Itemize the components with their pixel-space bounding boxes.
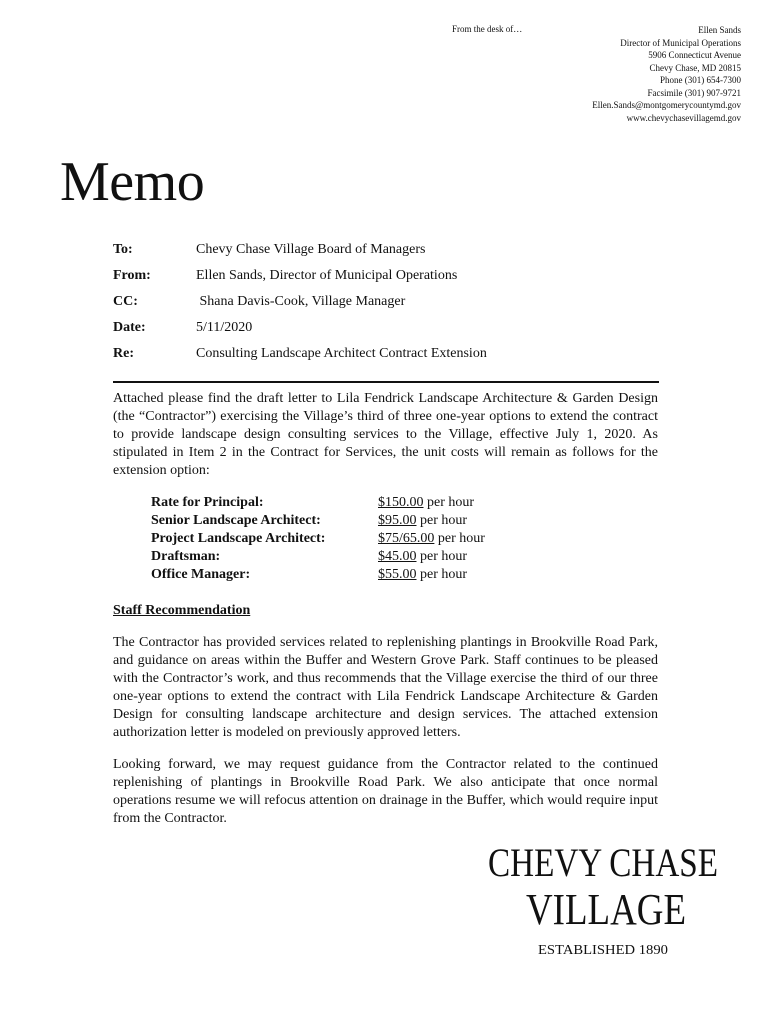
chevy-chase-village-logo <box>484 824 724 964</box>
sender-title: Director of Municipal Operations <box>620 37 741 48</box>
cc-row <box>113 292 673 318</box>
rate-amount: $45.00 <box>378 549 417 564</box>
to-label: To: <box>113 242 133 257</box>
from-value: Ellen Sands, Director of Municipal Operations <box>196 268 458 283</box>
looking-forward-paragraph: Looking forward, we may request guidance from the Contractor related to the continued replenishing of plantings in Brookville Road Park. We also anticipate that once normal operations resume we will refocus attention on drainage in the Buffer, which would require input from the Contractor. <box>113 757 658 826</box>
cc-value: Shana Davis-Cook, Village Manager <box>196 294 406 309</box>
sender-email: Ellen.Sands@montgomerycountymd.gov <box>592 100 741 110</box>
re-value: Consulting Landscape Architect Contract Extension <box>196 346 487 361</box>
date-row <box>113 318 673 344</box>
re-row <box>113 344 673 370</box>
header-divider <box>113 381 659 383</box>
rate-role: Senior Landscape Architect: <box>151 513 321 528</box>
to-value: Chevy Chase Village Board of Managers <box>196 242 426 257</box>
rate-row <box>151 566 571 584</box>
rate-role: Draftsman: <box>151 549 221 564</box>
to-row <box>113 240 673 266</box>
recommendation-paragraph: The Contractor has provided services related to replenishing plantings in Brookville Road Park, and guidance on areas within the Buffer and Western Grove Park. Staff continues to be pleased with the Contractor’s work, and thus recommends that the Village exercise the third of our three one-year options to extend the contract with Lila Fendrick Landscape Architecture & Garden Design for consulting landscape architecture and design services. The attached extension authorization letter is modeled on previously approved letters. <box>113 635 658 740</box>
rate-amount: $95.00 <box>378 513 417 528</box>
from-row <box>113 266 673 292</box>
sender-street: 5906 Connecticut Avenue <box>648 50 741 60</box>
from-label: From: <box>113 268 151 283</box>
rate-amount: $150.00 <box>378 495 424 510</box>
memo-header-fields <box>113 240 673 370</box>
rate-unit: per hour <box>434 531 485 546</box>
intro-paragraph: Attached please find the draft letter to Lila Fendrick Landscape Architecture & Garden Design (the “Contractor”) exercising the Village’s third of three one-year options to extend the contract to provide landscape design consulting services to the Village, effective July 1, 2020. As stipulated in Item 2 in the Contract for Services, the unit costs will remain as follows for the extension option: <box>113 391 658 478</box>
rate-amount: $75/65.00 <box>378 531 435 546</box>
date-label: Date: <box>113 320 146 335</box>
sender-phone: Phone (301) 654-7300 <box>660 75 741 85</box>
rate-role: Office Manager: <box>151 567 251 582</box>
cc-label: CC: <box>113 294 138 309</box>
logo-line-village: VILLAGE <box>526 885 686 934</box>
rate-unit: per hour <box>416 549 468 564</box>
rate-row <box>151 494 571 512</box>
rate-unit: per hour <box>416 513 468 528</box>
re-label: Re: <box>113 346 134 361</box>
rate-row <box>151 512 571 530</box>
logo-line-chevy-chase: CHEVY CHASE <box>488 840 718 885</box>
sender-city: Chevy Chase, MD 20815 <box>649 62 741 73</box>
date-value: 5/11/2020 <box>196 320 253 335</box>
sender-website: www.chevychasevillagemd.gov <box>626 112 741 123</box>
rate-role: Rate for Principal: <box>151 495 264 510</box>
rate-row <box>151 548 571 566</box>
rate-row <box>151 530 571 548</box>
staff-recommendation-heading: Staff Recommendation <box>113 603 251 618</box>
rate-role: Project Landscape Architect: <box>151 531 326 546</box>
sender-name: Ellen Sands <box>698 25 741 35</box>
logo-line-established: ESTABLISHED 1890 <box>538 943 668 958</box>
from-the-desk: From the desk of… <box>452 24 523 34</box>
rate-amount: $55.00 <box>378 567 417 582</box>
sender-block <box>481 24 741 124</box>
memo-title: Memo <box>60 151 205 213</box>
rate-unit: per hour <box>416 567 468 582</box>
sender-fax: Facsimile (301) 907-9721 <box>647 87 741 98</box>
rate-table <box>151 494 571 584</box>
rate-unit: per hour <box>423 495 475 510</box>
